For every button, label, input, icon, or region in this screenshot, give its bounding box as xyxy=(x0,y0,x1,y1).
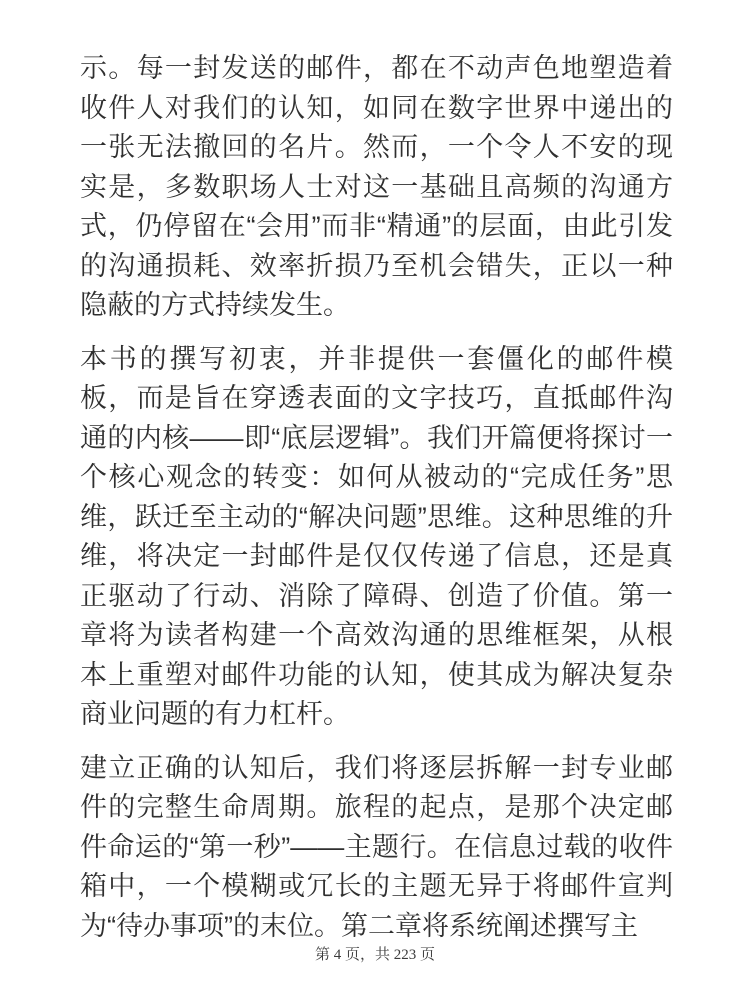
page-number-footer: 第 4 页，共 223 页 xyxy=(314,947,435,963)
body-paragraph-3: 建立正确的认知后，我们将逐层拆解一封专业邮件的完整生命周期。旅程的起点，是那个决定邮件命运的“第一秒”——主题行。在信息过载的收件箱中，一个模糊或冗长的主题无异于将邮件宣判为“待办事项”的末位。第二章将系统阐述撰写主 xyxy=(80,752,673,941)
body-paragraph-2: 本书的撰写初衷，并非提供一套僵化的邮件模板，而是旨在穿透表面的文字技巧，直抵邮件沟通的内核——即“底层逻辑”。我们开篇便将探讨一个核心观念的转变：如何从被动的“完成任务”思维，跃迁至主动的“解决问题”思维。这种思维的升维，将决定一封邮件是仅仅传递了信息，还是真正驱动了行动、消除了障碍、创造了价值。第一章将为读者构建一个高效沟通的思维框架，从根本上重塑对邮件功能的认知，使其成为解决复杂商业问题的有力杠杆。 xyxy=(80,343,673,729)
body-paragraph-1: 示。每一封发送的邮件，都在不动声色地塑造着收件人对我们的认知，如同在数字世界中递出的一张无法撤回的名片。然而，一个令人不安的现实是，多数职场人士对这一基础且高频的沟通方式，仍停留在“会用”而非“精通”的层面，由此引发的沟通损耗、效率折损乃至机会错失，正以一种隐蔽的方式持续发生。 xyxy=(80,53,673,320)
page-content xyxy=(80,49,673,946)
